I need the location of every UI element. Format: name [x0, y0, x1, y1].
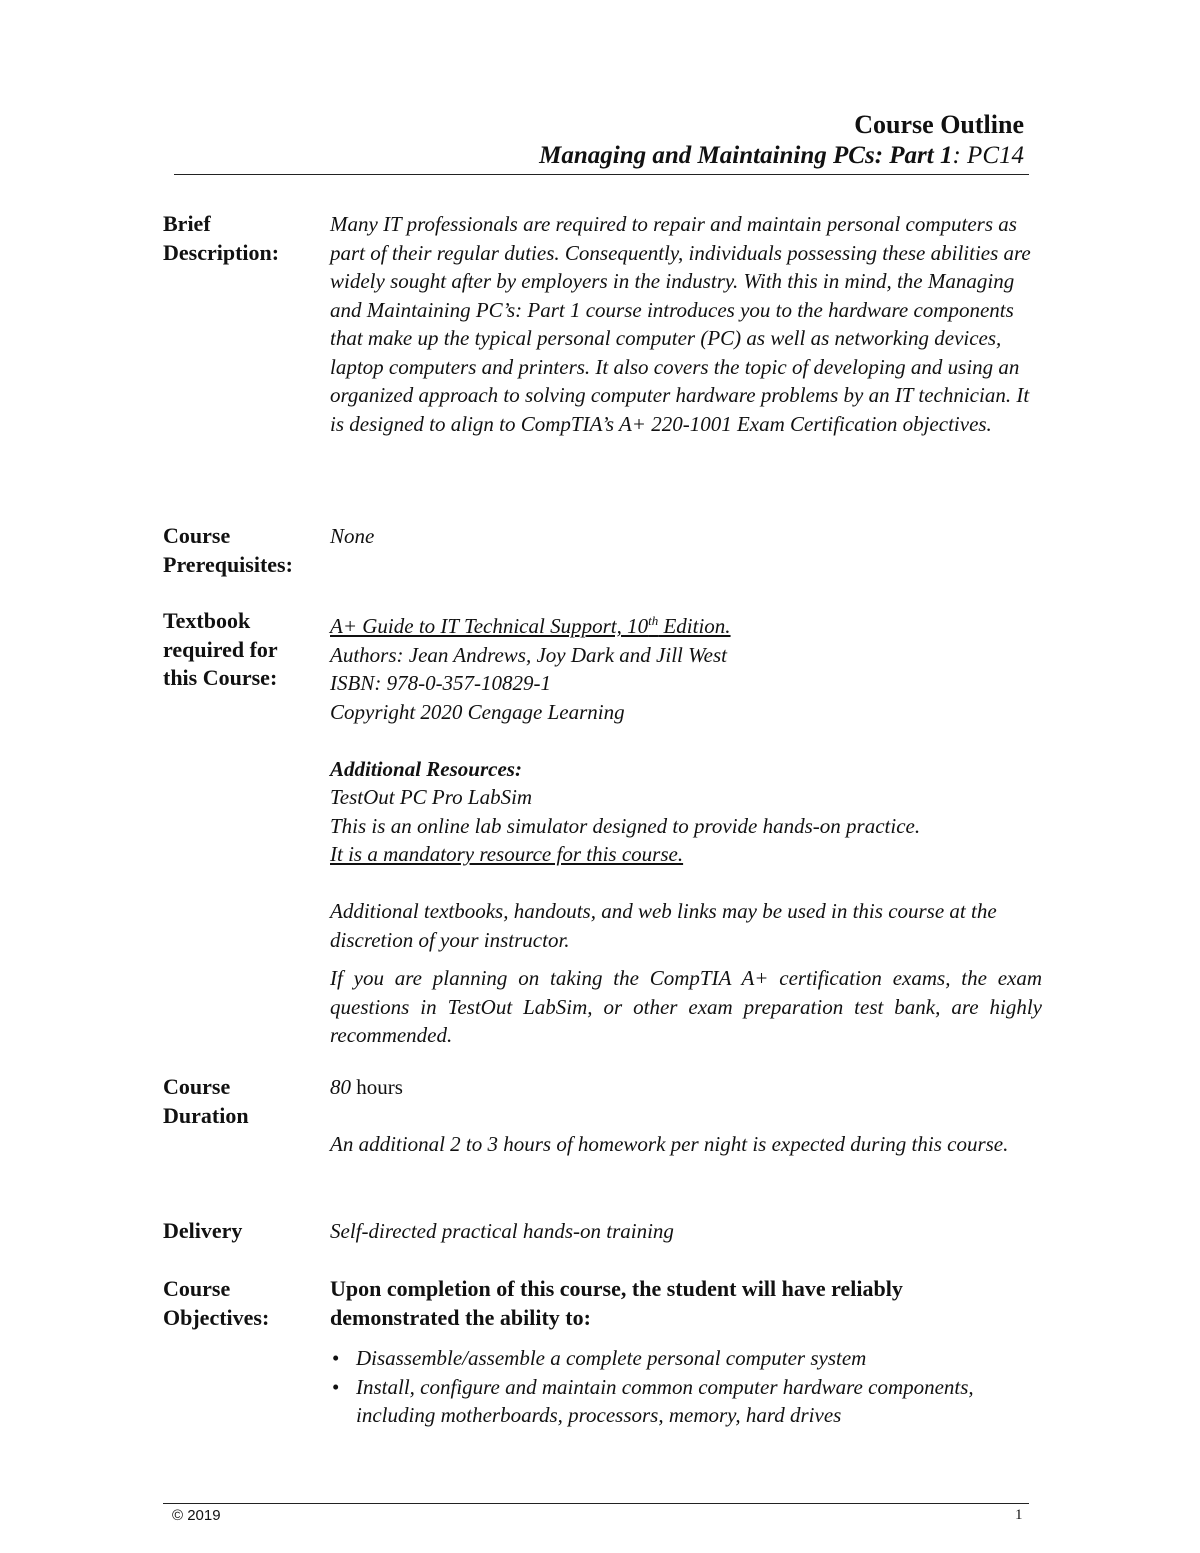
exam-recommendation-note: If you are planning on taking the CompTIA A+ certification exams, the exam questions in TestOut LabSim, or other exam preparation test bank, are highly recommended.: [330, 966, 1042, 1047]
list-item: • Install, configure and maintain common computer hardware components, including motherboards, processors, memory, hard drives: [330, 1373, 1042, 1430]
label-line: Textbook: [163, 608, 251, 633]
subtitle-separator: :: [952, 142, 968, 169]
label-line: Prerequisites:: [163, 551, 293, 577]
section-label: [163, 210, 323, 267]
label-line: Course: [163, 523, 231, 548]
textbook-copyright: Copyright 2020 Cengage Learning: [330, 699, 625, 724]
label-line: Objectives:: [163, 1304, 270, 1330]
delivery-text: Self-directed practical hands-on training: [330, 1219, 674, 1243]
textbook-title-text: A+ Guide to IT Technical Support, 10: [330, 614, 649, 638]
objectives-lead: [330, 1275, 1042, 1332]
objectives-lead-line: Upon completion of this course, the student will have reliably: [330, 1276, 903, 1301]
page-number: 1: [1015, 1507, 1023, 1523]
label-line: Delivery: [163, 1218, 243, 1243]
label-line: required for: [163, 636, 278, 662]
label-line: Course: [163, 1276, 231, 1301]
brief-description-text: Many IT professionals are required to repair and maintain personal computers as part of their regular duties. Consequently, individuals possessing these abilities are widely sought after by employers in the industry. With this in mind, the Managing and Maintaining PC’s: Part 1 course introduces you to the hardware components that make up the typical personal computer (PC) as well as networking devices, laptop computers and printers. It also covers the topic of developing and using an organized approach to solving computer hardware problems by an IT technician. It is designed to align to CompTIA’s A+ 220-1001 Exam Certification objectives.: [330, 212, 1031, 436]
objectives-list: [330, 1344, 1042, 1430]
additional-resources-heading: Additional Resources:: [330, 756, 522, 781]
section-content: [330, 522, 1042, 551]
section-content: [330, 607, 1042, 1050]
textbook-isbn: ISBN: 978-0-357-10829-1: [330, 671, 552, 695]
label-line: Duration: [163, 1102, 249, 1128]
label-line: Description:: [163, 239, 280, 265]
resource-mandatory-note: It is a mandatory resource for this course.: [330, 842, 684, 866]
document-title: Course Outline: [854, 110, 1024, 139]
list-item: • Disassemble/assemble a complete personal computer system: [330, 1344, 1042, 1373]
section-content: [330, 1275, 1042, 1430]
textbook-title-edition: Edition.: [658, 614, 731, 638]
homework-note: An additional 2 to 3 hours of homework per night is expected during this course.: [330, 1132, 1009, 1156]
label-line: Course: [163, 1074, 231, 1099]
course-hours: [330, 1073, 1042, 1102]
resource-name: TestOut PC Pro LabSim: [330, 785, 533, 809]
document-subtitle: [539, 140, 1024, 172]
course-hours-unit: hours: [351, 1075, 403, 1099]
section-label: [163, 522, 323, 579]
course-code: PC14: [967, 142, 1024, 169]
header: [539, 110, 1024, 172]
section-content: [330, 210, 1042, 438]
section-label: [163, 607, 323, 693]
section-content: [330, 1073, 1042, 1159]
header-divider: [174, 174, 1029, 175]
course-name: Managing and Maintaining PCs: Part 1: [539, 142, 953, 169]
course-hours-number: 80: [330, 1075, 351, 1099]
additional-materials-note: Additional textbooks, handouts, and web links may be used in this course at the discretion of your instructor.: [330, 899, 997, 952]
section-label: [163, 1073, 323, 1130]
section-label: [163, 1275, 323, 1332]
label-line: Brief: [163, 211, 211, 236]
footer-copyright: © 2019: [172, 1507, 221, 1524]
resource-description: This is an online lab simulator designed to provide hands-on practice.: [330, 813, 921, 838]
textbook-title-sup: th: [648, 613, 659, 628]
footer-divider: [163, 1503, 1029, 1504]
section-content: [330, 1217, 1042, 1246]
textbook-authors: Authors: Jean Andrews, Joy Dark and Jill West: [330, 642, 728, 667]
objectives-lead-line: demonstrated the ability to:: [330, 1304, 591, 1330]
prerequisites-text: None: [330, 524, 375, 548]
section-label: [163, 1217, 323, 1246]
textbook-title: [330, 607, 1042, 641]
label-line: this Course:: [163, 665, 278, 690]
